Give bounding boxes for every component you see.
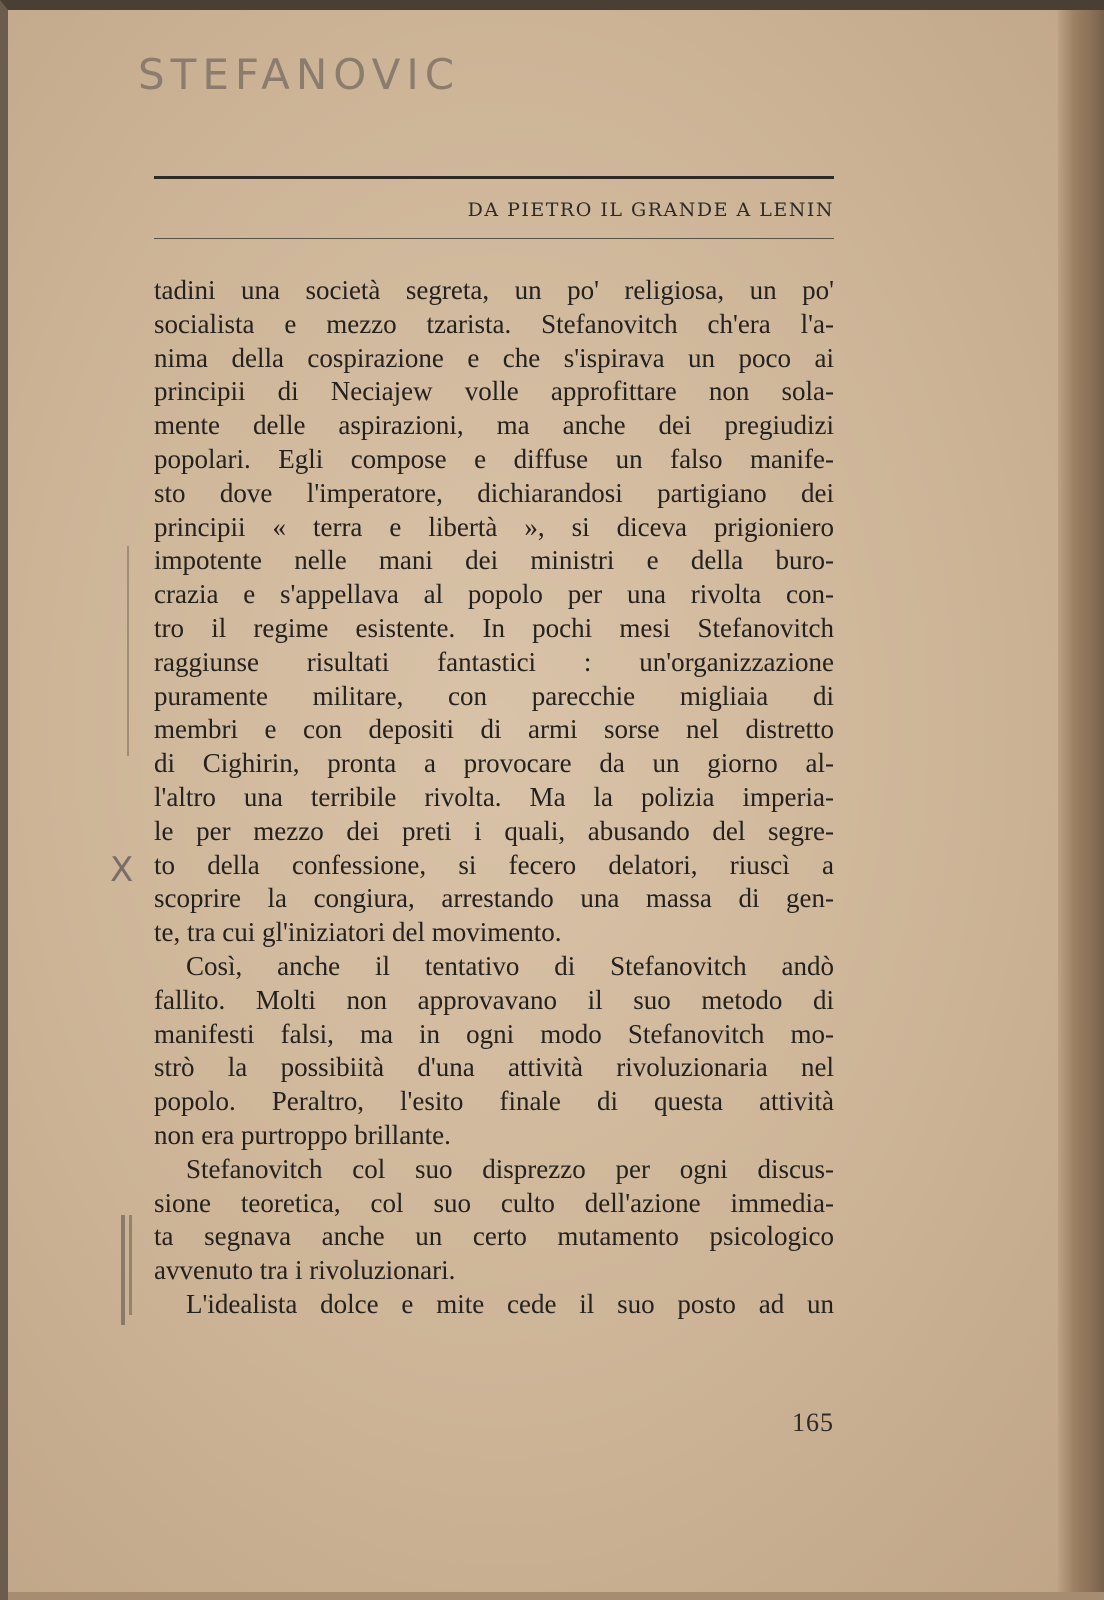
text-line: membri e con depositi di armi sorse nel distretto [154, 714, 834, 745]
text-line: puramente militare, con parecchie migliaia di [154, 680, 834, 711]
text-line: strò la possibiità d'una attività rivoluzionaria nel [154, 1052, 834, 1083]
pencil-margin-x: X [110, 850, 134, 890]
text-line: popolo. Peraltro, l'esito finale di questa attività [154, 1086, 834, 1117]
text-line: Così, anche il tentativo di Stefanovitch andò [186, 950, 834, 981]
text-line: socialista e mezzo tzarista. Stefanovitch ch'era l'a- [154, 308, 834, 339]
text-line: fallito. Molti non approvavano il suo metodo di [154, 984, 834, 1015]
text-line: L'idealista dolce e mite cede il suo posto ad un [186, 1288, 834, 1319]
text-line: nima della cospirazione e che s'ispirava un poco ai [154, 342, 834, 373]
text-line: impotente nelle mani dei ministri e della buro- [154, 545, 834, 576]
running-head: DA PIETRO IL GRANDE A LENIN [467, 199, 834, 221]
text-line: Stefanovitch col suo disprezzo per ogni discus- [186, 1153, 834, 1184]
page-number: 165 [792, 1408, 834, 1437]
text-line: scoprire la congiura, arrestando una massa di gen- [154, 883, 834, 914]
text-line: avvenuto tra i rivoluzionari. [154, 1255, 456, 1286]
pencil-margin-line [129, 1215, 132, 1315]
text-line: manifesti falsi, ma in ogni modo Stefanovitch mo- [154, 1018, 834, 1049]
handwritten-annotation: STEFANOVIC [138, 50, 461, 99]
text-line: sto dove l'imperatore, dichiarandosi partigiano dei [154, 477, 834, 508]
text-line: popolari. Egli compose e diffuse un falso manife- [154, 443, 834, 474]
text-line: ta segnava anche un certo mutamento psicologico [154, 1221, 834, 1252]
text-line: to della confessione, si fecero delatori, riuscì a [154, 849, 834, 880]
page-edge-bottom [8, 1592, 1104, 1600]
page-edge-right [1058, 10, 1104, 1600]
text-line: crazia e s'appellava al popolo per una rivolta con- [154, 579, 834, 610]
pencil-margin-line [121, 1215, 125, 1325]
text-line: tro il regime esistente. In pochi mesi Stefanovitch [154, 612, 834, 643]
text-line: te, tra cui gl'iniziatori del movimento. [154, 917, 562, 948]
text-line: tadini una società segreta, un po' religiosa, un po' [154, 275, 834, 305]
text-line: le per mezzo dei preti i quali, abusando del segre- [154, 815, 834, 846]
text-line: l'altro una terribile rivolta. Ma la polizia imperia- [154, 781, 834, 812]
text-line: principii di Neciajew volle approfittare non sola- [154, 376, 834, 407]
text-line: principii « terra e libertà », si diceva prigioniero [154, 511, 834, 542]
text-line: mente delle aspirazioni, ma anche dei pregiudizi [154, 410, 834, 441]
text-line: sione teoretica, col suo culto dell'azione immedia- [154, 1187, 834, 1218]
text-line: raggiunse risultati fantastici : un'organizzazione [154, 646, 834, 677]
header-rule-bottom [154, 238, 834, 239]
text-line: di Cighirin, pronta a provocare da un giorno al- [154, 748, 834, 779]
header-rule-top [154, 176, 834, 179]
text-line: non era purtroppo brillante. [154, 1119, 451, 1150]
pencil-margin-line [127, 546, 129, 756]
body-text [154, 274, 834, 1322]
